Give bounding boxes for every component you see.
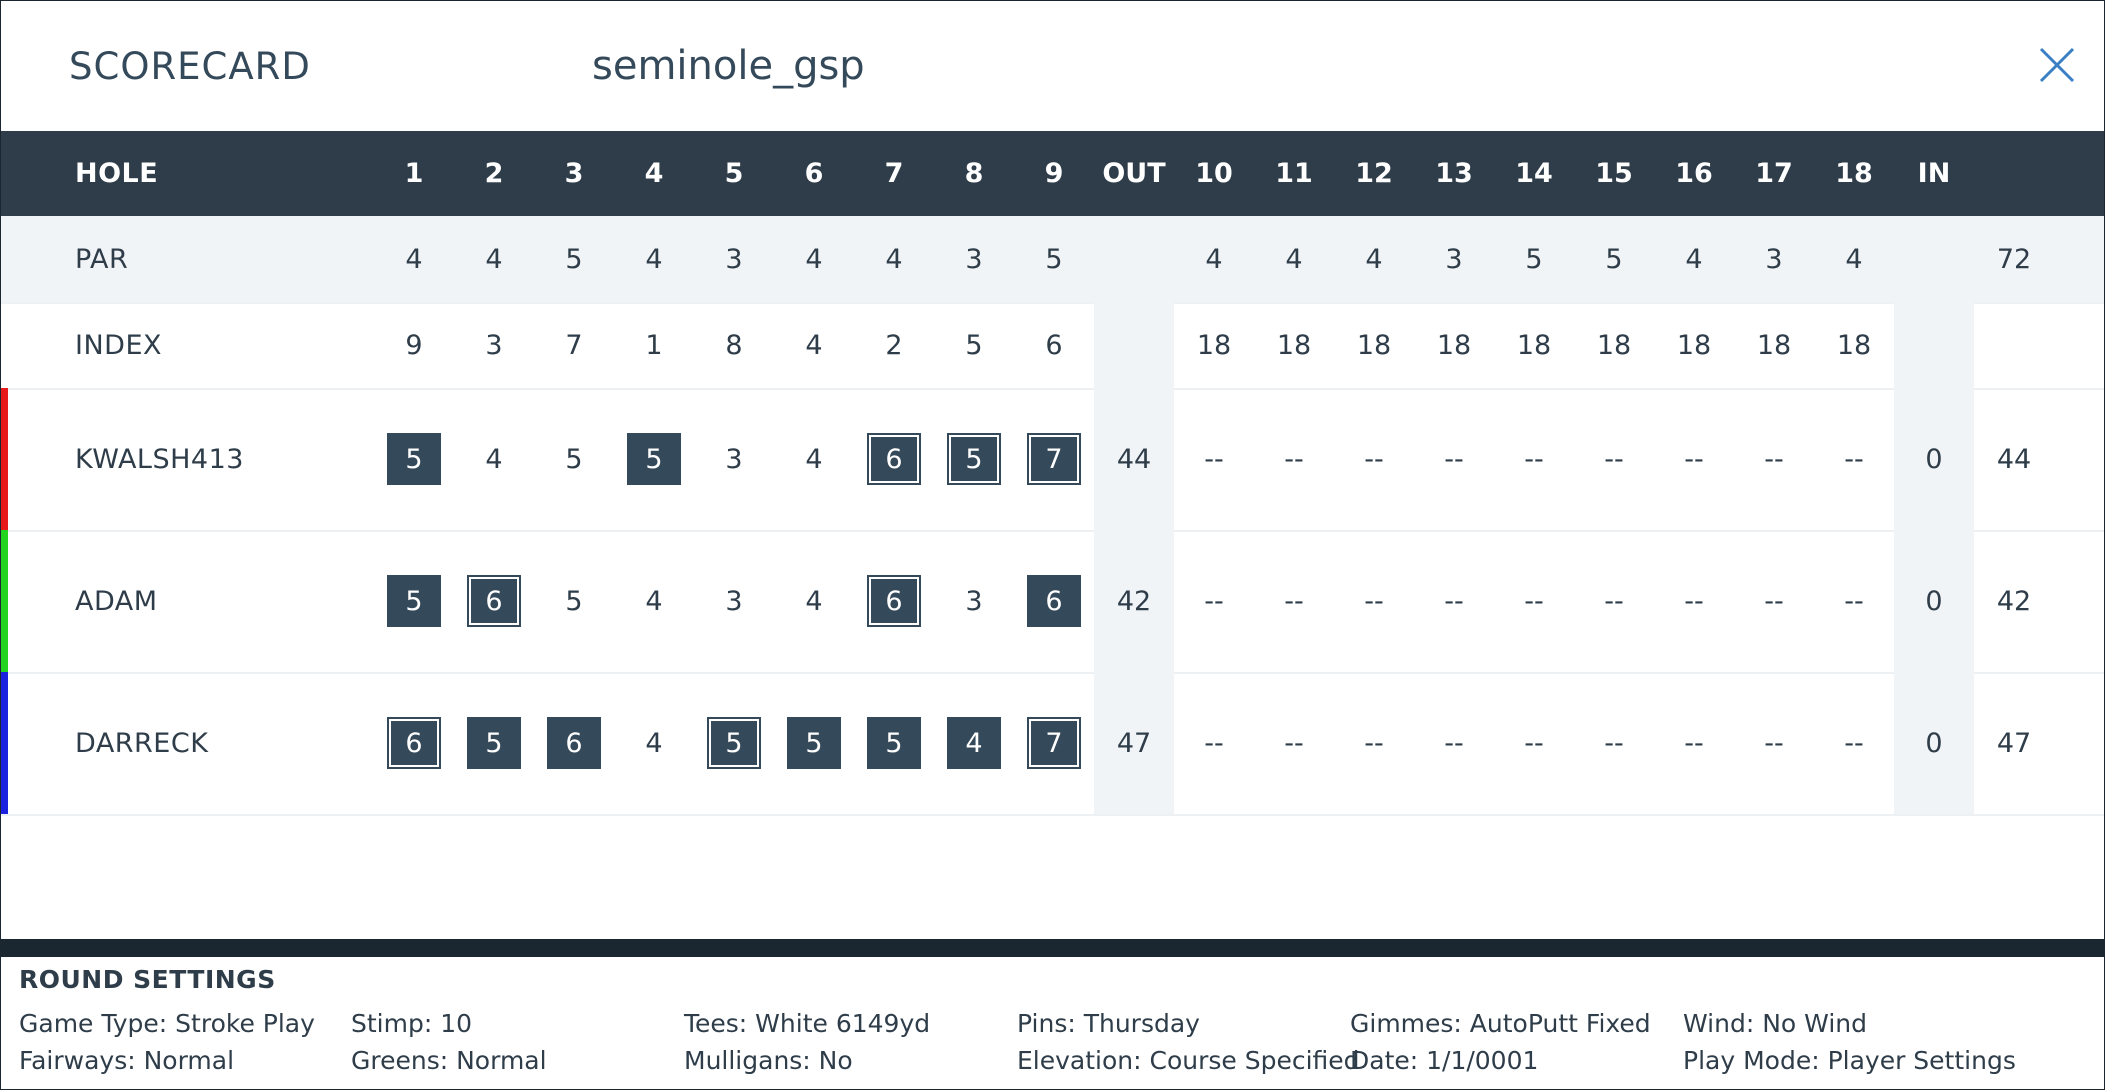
index-value: 4 bbox=[805, 329, 823, 361]
grand-total: 44 bbox=[1996, 443, 2032, 475]
hole-score: -- bbox=[1524, 727, 1544, 759]
score-badge: 6 bbox=[387, 717, 441, 769]
score-value: 4 bbox=[485, 443, 503, 475]
par-label: PAR bbox=[75, 243, 129, 275]
hole-out-label: OUT bbox=[1102, 158, 1166, 189]
out-total: 47 bbox=[1116, 727, 1152, 759]
round-setting: Greens: Normal bbox=[351, 1046, 547, 1075]
hole-score bbox=[934, 530, 1014, 672]
hole-number: 16 bbox=[1675, 158, 1713, 189]
index-row bbox=[1, 302, 2105, 390]
header bbox=[1, 1, 2105, 131]
score-badge: 7 bbox=[1027, 433, 1081, 485]
round-setting: Stimp: 10 bbox=[351, 1009, 473, 1038]
round-setting: Tees: White 6149yd bbox=[684, 1009, 931, 1038]
par-value: 3 bbox=[1445, 243, 1463, 275]
hole-score: -- bbox=[1524, 585, 1544, 617]
index-value: 18 bbox=[1196, 329, 1232, 361]
par-value: 5 bbox=[1605, 243, 1623, 275]
player-color-indicator bbox=[1, 388, 8, 530]
hole-score bbox=[454, 530, 534, 672]
hole-score: -- bbox=[1284, 727, 1304, 759]
hole-score: -- bbox=[1604, 727, 1624, 759]
player-name: KWALSH413 bbox=[75, 443, 244, 475]
score-badge: 6 bbox=[547, 717, 601, 769]
hole-number: 13 bbox=[1435, 158, 1473, 189]
score-badge: 6 bbox=[867, 575, 921, 627]
index-value: 18 bbox=[1436, 329, 1472, 361]
hole-score: -- bbox=[1204, 585, 1224, 617]
player-color-indicator bbox=[1, 530, 8, 672]
score-value: 5 bbox=[565, 585, 583, 617]
hole-score bbox=[1014, 672, 1094, 814]
hole-number: 12 bbox=[1355, 158, 1393, 189]
hole-score: -- bbox=[1604, 585, 1624, 617]
hole-score: -- bbox=[1364, 727, 1384, 759]
hole-score bbox=[534, 530, 614, 672]
score-badge: 7 bbox=[1027, 717, 1081, 769]
score-value: 4 bbox=[805, 585, 823, 617]
par-row bbox=[1, 216, 2105, 304]
hole-number: 10 bbox=[1195, 158, 1233, 189]
grand-total: 42 bbox=[1996, 585, 2032, 617]
score-value: 4 bbox=[805, 443, 823, 475]
hole-number: 14 bbox=[1515, 158, 1553, 189]
column-shade bbox=[1894, 302, 1974, 388]
hole-number: 1 bbox=[404, 158, 424, 189]
score-badge: 5 bbox=[627, 433, 681, 485]
hole-number: 11 bbox=[1275, 158, 1313, 189]
page-title: SCORECARD bbox=[69, 45, 311, 88]
index-value: 18 bbox=[1836, 329, 1872, 361]
round-settings-title: ROUND SETTINGS bbox=[19, 965, 276, 994]
hole-score bbox=[374, 672, 454, 814]
index-value: 7 bbox=[565, 329, 583, 361]
index-value: 18 bbox=[1756, 329, 1792, 361]
score-badge: 6 bbox=[467, 575, 521, 627]
score-value: 4 bbox=[645, 585, 663, 617]
hole-score: -- bbox=[1444, 727, 1464, 759]
par-value: 5 bbox=[1045, 243, 1063, 275]
hole-score bbox=[1014, 530, 1094, 672]
par-value: 3 bbox=[725, 243, 743, 275]
score-value: 3 bbox=[965, 585, 983, 617]
close-button[interactable] bbox=[2035, 43, 2079, 87]
par-value: 4 bbox=[485, 243, 503, 275]
index-value: 8 bbox=[725, 329, 743, 361]
index-value: 1 bbox=[645, 329, 663, 361]
hole-score bbox=[694, 530, 774, 672]
hole-number: 8 bbox=[964, 158, 984, 189]
score-badge: 5 bbox=[787, 717, 841, 769]
par-value: 3 bbox=[1765, 243, 1783, 275]
in-total: 0 bbox=[1925, 443, 1943, 475]
hole-score bbox=[774, 530, 854, 672]
player-row bbox=[1, 388, 2105, 532]
hole-score bbox=[854, 672, 934, 814]
score-badge: 4 bbox=[947, 717, 1001, 769]
par-value: 4 bbox=[405, 243, 423, 275]
round-settings bbox=[1, 957, 2105, 1090]
player-name: DARRECK bbox=[75, 727, 209, 759]
section-divider bbox=[1, 939, 2105, 957]
par-value: 5 bbox=[565, 243, 583, 275]
hole-score: -- bbox=[1764, 443, 1784, 475]
hole-score bbox=[534, 388, 614, 530]
hole-score bbox=[854, 388, 934, 530]
par-value: 4 bbox=[1285, 243, 1303, 275]
hole-score: -- bbox=[1364, 585, 1384, 617]
hole-score bbox=[694, 388, 774, 530]
hole-number: 15 bbox=[1595, 158, 1633, 189]
hole-score: -- bbox=[1364, 443, 1384, 475]
par-value: 5 bbox=[1525, 243, 1543, 275]
hole-score bbox=[934, 388, 1014, 530]
score-badge: 5 bbox=[387, 575, 441, 627]
hole-score bbox=[854, 530, 934, 672]
hole-score bbox=[694, 672, 774, 814]
index-value: 18 bbox=[1276, 329, 1312, 361]
score-value: 3 bbox=[725, 585, 743, 617]
hole-score: -- bbox=[1764, 585, 1784, 617]
hole-score: -- bbox=[1684, 585, 1704, 617]
hole-score: -- bbox=[1604, 443, 1624, 475]
index-value: 6 bbox=[1045, 329, 1063, 361]
score-value: 3 bbox=[725, 443, 743, 475]
hole-score bbox=[1014, 388, 1094, 530]
grand-total: 47 bbox=[1996, 727, 2032, 759]
par-value: 4 bbox=[885, 243, 903, 275]
par-value: 4 bbox=[1365, 243, 1383, 275]
close-icon bbox=[2035, 43, 2079, 87]
hole-number: 9 bbox=[1044, 158, 1064, 189]
hole-score: -- bbox=[1684, 727, 1704, 759]
score-badge: 5 bbox=[707, 717, 761, 769]
hole-in-label: IN bbox=[1917, 158, 1951, 189]
hole-score: -- bbox=[1204, 443, 1224, 475]
hole-score bbox=[614, 672, 694, 814]
round-setting: Game Type: Stroke Play bbox=[19, 1009, 315, 1038]
hole-number: 17 bbox=[1755, 158, 1793, 189]
hole-score: -- bbox=[1844, 727, 1864, 759]
index-label: INDEX bbox=[75, 329, 163, 361]
hole-score: -- bbox=[1524, 443, 1544, 475]
index-value: 18 bbox=[1356, 329, 1392, 361]
index-value: 18 bbox=[1596, 329, 1632, 361]
round-setting: Play Mode: Player Settings bbox=[1683, 1046, 2016, 1075]
round-setting: Gimmes: AutoPutt Fixed bbox=[1350, 1009, 1651, 1038]
out-total: 42 bbox=[1116, 585, 1152, 617]
index-value: 5 bbox=[965, 329, 983, 361]
par-value: 4 bbox=[1205, 243, 1223, 275]
course-name: seminole_gsp bbox=[592, 43, 865, 89]
hole-label: HOLE bbox=[75, 158, 159, 189]
round-setting: Date: 1/1/0001 bbox=[1350, 1046, 1539, 1075]
score-badge: 5 bbox=[947, 433, 1001, 485]
hole-number: 5 bbox=[724, 158, 744, 189]
par-value: 4 bbox=[805, 243, 823, 275]
hole-score bbox=[774, 672, 854, 814]
hole-score bbox=[534, 672, 614, 814]
par-value: 4 bbox=[1845, 243, 1863, 275]
hole-score: -- bbox=[1684, 443, 1704, 475]
hole-number: 3 bbox=[564, 158, 584, 189]
hole-score bbox=[934, 672, 1014, 814]
hole-score: -- bbox=[1844, 443, 1864, 475]
score-badge: 5 bbox=[467, 717, 521, 769]
index-value: 18 bbox=[1516, 329, 1552, 361]
round-setting: Wind: No Wind bbox=[1683, 1009, 1867, 1038]
in-total: 0 bbox=[1925, 727, 1943, 759]
round-setting: Mulligans: No bbox=[684, 1046, 853, 1075]
hole-score: -- bbox=[1844, 585, 1864, 617]
hole-score: -- bbox=[1284, 443, 1304, 475]
hole-score bbox=[454, 672, 534, 814]
index-value: 9 bbox=[405, 329, 423, 361]
score-badge: 6 bbox=[1027, 575, 1081, 627]
hole-number: 6 bbox=[804, 158, 824, 189]
hole-score bbox=[774, 388, 854, 530]
hole-score: -- bbox=[1444, 585, 1464, 617]
round-setting: Elevation: Course Specified bbox=[1017, 1046, 1360, 1075]
hole-score: -- bbox=[1444, 443, 1464, 475]
hole-score: -- bbox=[1284, 585, 1304, 617]
player-color-indicator bbox=[1, 672, 8, 814]
hole-number: 4 bbox=[644, 158, 664, 189]
par-value: 4 bbox=[645, 243, 663, 275]
hole-score bbox=[454, 388, 534, 530]
index-value: 18 bbox=[1676, 329, 1712, 361]
round-setting: Fairways: Normal bbox=[19, 1046, 235, 1075]
out-total: 44 bbox=[1116, 443, 1152, 475]
player-name: ADAM bbox=[75, 585, 158, 617]
hole-number: 7 bbox=[884, 158, 904, 189]
player-row bbox=[1, 672, 2105, 816]
hole-score: -- bbox=[1204, 727, 1224, 759]
hole-score bbox=[614, 388, 694, 530]
hole-score bbox=[614, 530, 694, 672]
score-value: 4 bbox=[645, 727, 663, 759]
player-row bbox=[1, 530, 2105, 674]
score-badge: 6 bbox=[867, 433, 921, 485]
score-badge: 5 bbox=[867, 717, 921, 769]
hole-number: 18 bbox=[1835, 158, 1873, 189]
in-total: 0 bbox=[1925, 585, 1943, 617]
round-setting: Pins: Thursday bbox=[1017, 1009, 1200, 1038]
index-value: 3 bbox=[485, 329, 503, 361]
column-shade bbox=[1094, 302, 1174, 388]
hole-header-row bbox=[1, 131, 2105, 216]
hole-score bbox=[374, 530, 454, 672]
hole-score bbox=[374, 388, 454, 530]
par-total: 72 bbox=[1996, 243, 2032, 275]
par-value: 3 bbox=[965, 243, 983, 275]
hole-score: -- bbox=[1764, 727, 1784, 759]
par-value: 4 bbox=[1685, 243, 1703, 275]
hole-number: 2 bbox=[484, 158, 504, 189]
score-value: 5 bbox=[565, 443, 583, 475]
score-badge: 5 bbox=[387, 433, 441, 485]
index-value: 2 bbox=[885, 329, 903, 361]
